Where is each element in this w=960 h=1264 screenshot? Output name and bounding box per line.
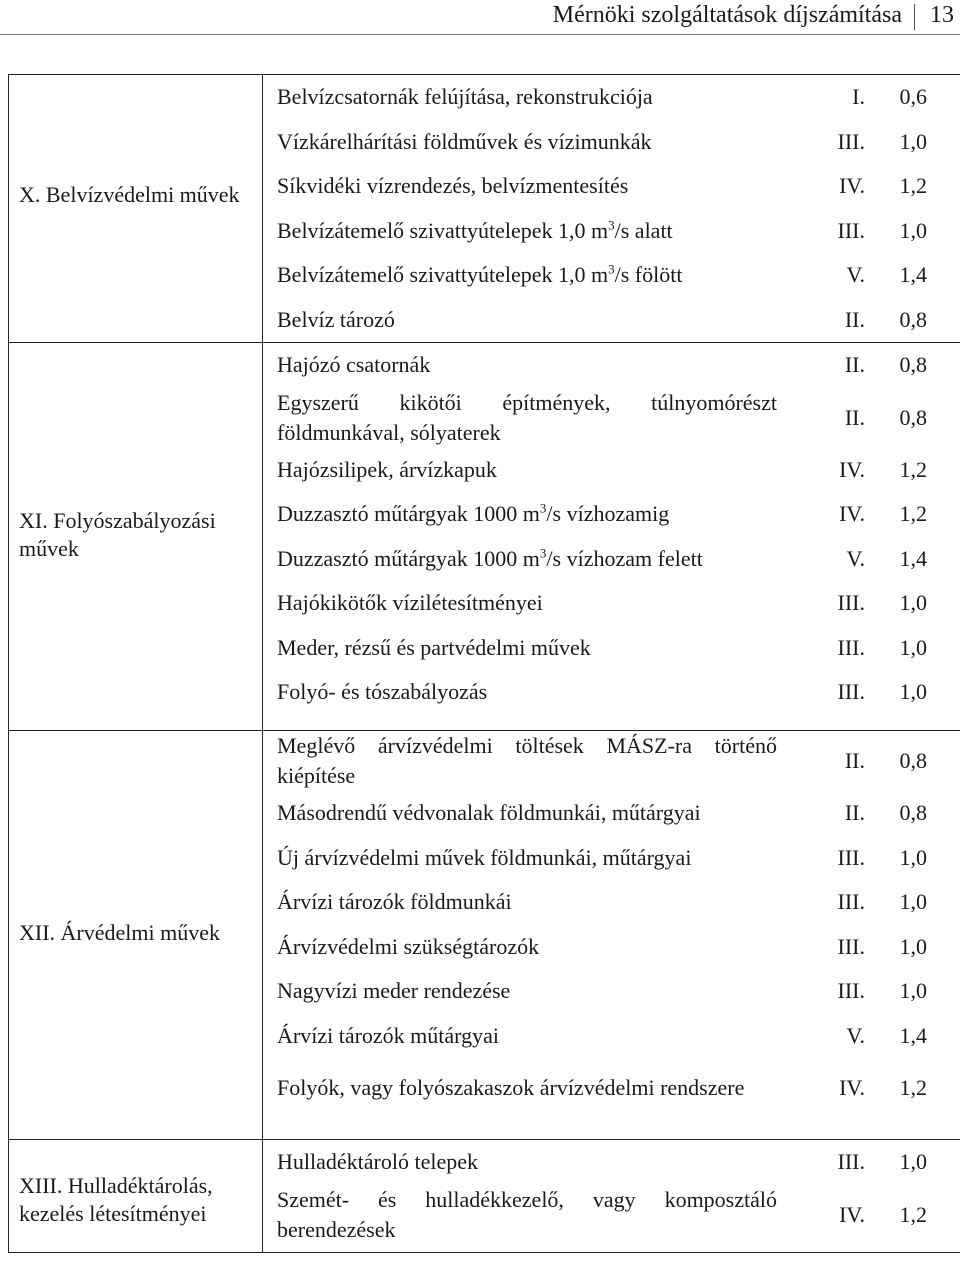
value-text: 1,0 xyxy=(899,933,927,959)
class-text: III. xyxy=(837,590,865,616)
class-text: II. xyxy=(844,748,865,773)
table-row xyxy=(263,253,960,298)
class-text: IV. xyxy=(839,1201,865,1227)
superscript: 3 xyxy=(539,500,547,516)
category-text: Vízkárelhárítási földművek és vízimunkák xyxy=(277,128,652,154)
class-text: III. xyxy=(837,679,865,705)
table-row xyxy=(263,120,960,165)
classification-table xyxy=(8,74,960,1253)
group-label-cell xyxy=(9,343,263,731)
table-row xyxy=(263,1140,960,1185)
page-header xyxy=(0,0,960,34)
table-row xyxy=(263,388,960,448)
value-text: 1,0 xyxy=(899,978,927,1004)
value-text: 1,0 xyxy=(899,889,927,915)
table-row xyxy=(263,537,960,582)
value-text: 0,8 xyxy=(899,748,927,773)
header-separator xyxy=(914,4,915,30)
table-row xyxy=(263,880,960,925)
category-text: Árvízi tározók műtárgyai xyxy=(277,1022,499,1048)
table-row xyxy=(263,581,960,626)
header-rule xyxy=(0,34,960,35)
class-text: II. xyxy=(844,800,865,826)
group-label-cell xyxy=(9,1140,263,1253)
table-row xyxy=(263,626,960,671)
class-text: V. xyxy=(846,262,865,288)
category-text: Folyó- és tószabályozás xyxy=(277,679,488,705)
value-text: 1,2 xyxy=(899,173,927,199)
value-text: 0,6 xyxy=(899,84,927,110)
category-text: Hajózó csatornák xyxy=(277,352,431,378)
superscript: 3 xyxy=(539,545,547,561)
category-text: Belvízcsatornák felújítása, rekonstrukciója xyxy=(277,84,653,110)
value-text: 0,8 xyxy=(899,352,927,378)
table-row xyxy=(263,75,960,120)
value-text: 0,8 xyxy=(899,800,927,826)
class-text: III. xyxy=(837,217,865,243)
category-text: Árvízi tározók földmunkái xyxy=(277,889,512,915)
class-text: I. xyxy=(852,84,865,110)
table-row xyxy=(263,836,960,881)
table-row xyxy=(263,343,960,388)
category-text: Hajókikötők vízilétesítményei xyxy=(277,590,543,616)
category-text: Új árvízvédelmi művek földmunkái, műtárgyai xyxy=(277,844,692,870)
table-row xyxy=(263,1014,960,1059)
class-text: II. xyxy=(844,306,865,332)
group-label: XII. Árvédelmi művek xyxy=(19,920,220,945)
category-text: Árvízvédelmi szükségtározók xyxy=(277,933,540,959)
value-text: 1,0 xyxy=(899,128,927,154)
group-label: X. Belvízvédelmi művek xyxy=(19,182,240,207)
table-row xyxy=(263,209,960,254)
table-row xyxy=(263,969,960,1014)
table-row xyxy=(263,1058,960,1118)
table-row xyxy=(263,731,960,791)
category-text: Folyók, vagy folyószakaszok árvízvédelmi rendszere xyxy=(277,1075,745,1100)
value-text: 1,0 xyxy=(899,1149,927,1175)
value-text: 1,2 xyxy=(899,501,927,527)
class-text: III. xyxy=(837,634,865,660)
category-text: Belvíz tározó xyxy=(277,306,395,332)
category-text: Másodrendű védvonalak földmunkái, műtárgyai xyxy=(277,800,701,826)
table-row xyxy=(263,670,960,715)
class-text: IV. xyxy=(839,173,865,199)
value-text: 0,8 xyxy=(899,306,927,332)
class-text: III. xyxy=(837,128,865,154)
value-text: 1,4 xyxy=(899,262,927,288)
category-text: Nagyvízi meder rendezése xyxy=(277,978,511,1004)
group-label-cell xyxy=(9,75,263,343)
group-block xyxy=(9,343,960,731)
value-text: 1,4 xyxy=(899,1022,927,1048)
category-text: Meglévő árvízvédelmi töltések MÁSZ-ra történő kiépítése xyxy=(277,733,777,788)
group-rows-cell xyxy=(263,343,960,731)
class-text: IV. xyxy=(839,501,865,527)
group-rows-cell xyxy=(263,1140,960,1253)
superscript: 3 xyxy=(608,217,615,233)
group-rows-cell xyxy=(263,75,960,343)
table-row xyxy=(263,1185,960,1245)
value-text: 1,2 xyxy=(899,1075,927,1100)
value-text: 1,0 xyxy=(899,634,927,660)
running-title: Mérnöki szolgáltatások díjszámítása xyxy=(552,2,902,28)
class-text: IV. xyxy=(839,456,865,482)
value-text: 1,0 xyxy=(899,844,927,870)
category-text: Síkvidéki vízrendezés, belvízmentesítés xyxy=(277,173,629,199)
group-label: XIII. Hulladéktárolás, kezelés létesítményei xyxy=(19,1173,213,1226)
table-row xyxy=(263,925,960,970)
class-text: III. xyxy=(837,889,865,915)
class-text: II. xyxy=(844,352,865,378)
class-text: V. xyxy=(846,545,865,571)
class-text: II. xyxy=(844,404,865,430)
group-block xyxy=(9,1140,960,1253)
category-text: Egyszerű kikötői építmények, túlnyomórészt földmunkával, sólyaterek xyxy=(277,389,777,445)
category-text: Belvízátemelő szivattyútelepek 1,0 $m^3/s$ alatt xyxy=(277,217,673,243)
category-text: Duzzasztó műtárgyak 1000 $m^3/s$ vízhozamig xyxy=(277,500,670,527)
table-row xyxy=(263,298,960,343)
group-label-cell xyxy=(9,731,263,1140)
value-text: 1,0 xyxy=(899,217,927,243)
category-text: Hulladéktároló telepek xyxy=(277,1149,478,1175)
category-text: Hajózsilipek, árvízkapuk xyxy=(277,456,497,482)
value-text: 1,2 xyxy=(899,1201,927,1227)
value-text: 1,4 xyxy=(899,545,927,571)
table-row xyxy=(263,791,960,836)
superscript: 3 xyxy=(608,261,615,277)
table-row xyxy=(263,492,960,537)
class-text: III. xyxy=(837,933,865,959)
value-text: 1,0 xyxy=(899,679,927,705)
class-text: III. xyxy=(837,844,865,870)
class-text: V. xyxy=(846,1022,865,1048)
table-row xyxy=(263,164,960,209)
class-text: IV. xyxy=(839,1075,865,1100)
category-text: Duzzasztó műtárgyak 1000 $m^3/s$ vízhozam felett xyxy=(277,545,703,571)
value-text: 1,0 xyxy=(899,590,927,616)
category-text: Meder, rézsű és partvédelmi művek xyxy=(277,634,591,660)
group-block xyxy=(9,731,960,1140)
value-text: 1,2 xyxy=(899,456,927,482)
page-number: 13 xyxy=(930,2,954,28)
table-row xyxy=(263,448,960,493)
class-text: III. xyxy=(837,1149,865,1175)
category-text: Szemét- és hulladékkezelő, vagy komposztáló berendezések xyxy=(277,1186,777,1242)
group-rows-cell xyxy=(263,731,960,1140)
group-label: XI. Folyószabályozási művek xyxy=(19,508,216,561)
value-text: 0,8 xyxy=(899,404,927,430)
category-text: Belvízátemelő szivattyútelepek 1,0 $m^3/s$ fölött xyxy=(277,261,683,288)
class-text: III. xyxy=(837,978,865,1004)
group-block xyxy=(9,75,960,343)
